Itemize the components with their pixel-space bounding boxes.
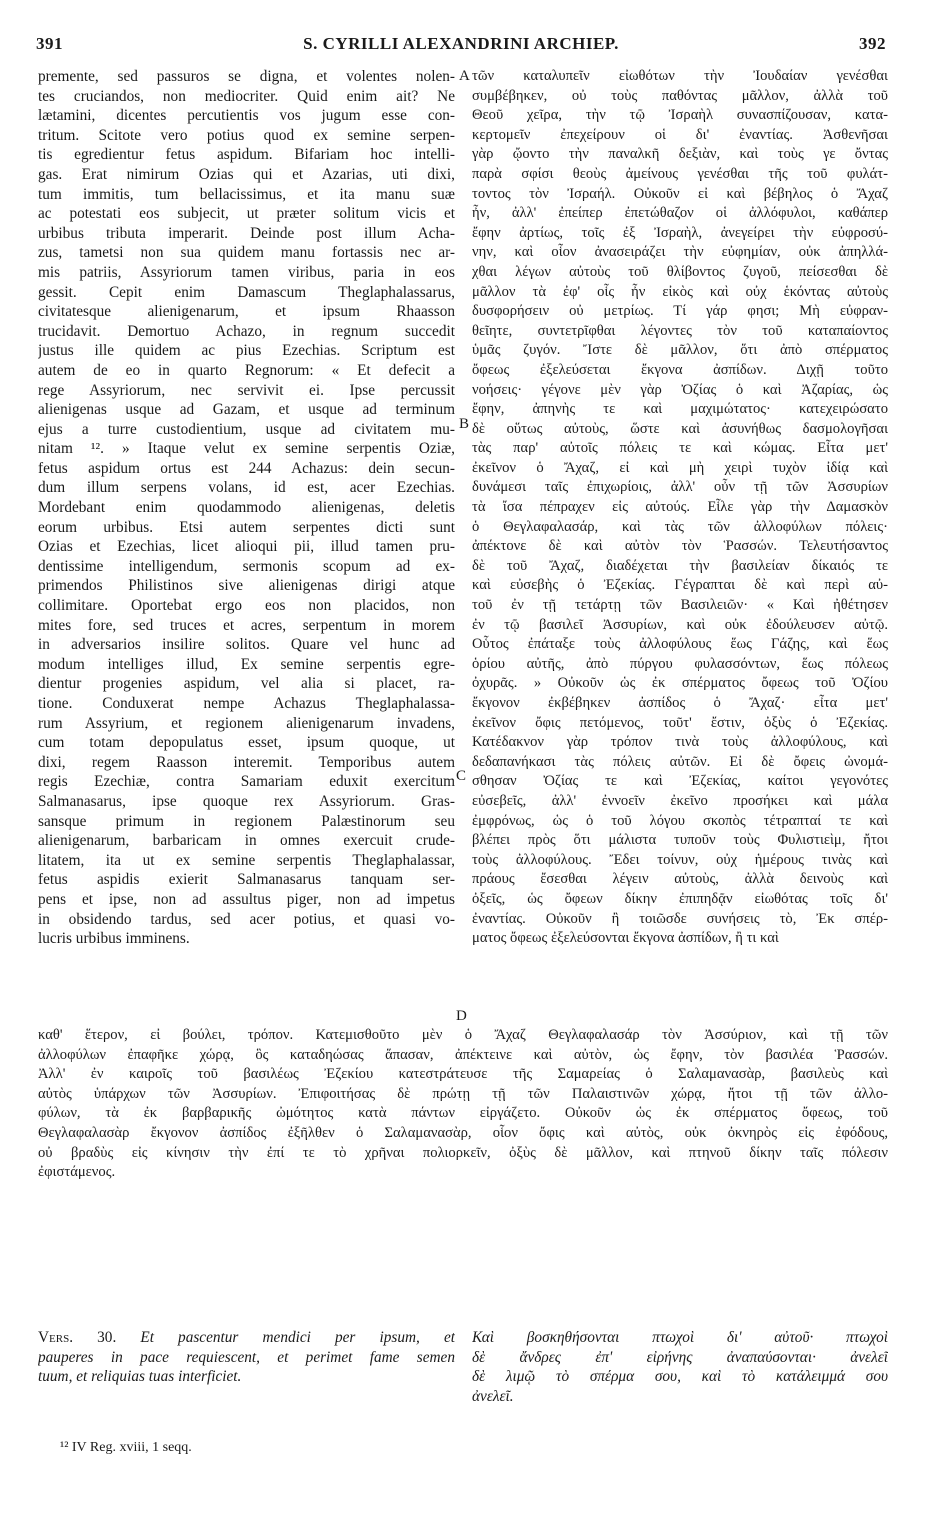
- running-title: S. CYRILLI ALEXANDRINI ARCHIEP.: [303, 34, 619, 53]
- latin-text-line: premente, sed passuros se digna, et volentes nolen-: [38, 68, 455, 85]
- greek-full-text-line: αὐτὸς ὑπάρχων τῶν Ἀσσυρίων. Ἐπιφοιτήσας δὲ πρώτῃ τῇ τῶν Παλαιστινῶν χώρᾳ, ἤτοι τῇ τῶν ἀλλο-: [38, 1085, 888, 1102]
- greek-text-line: καὶ εὐσεβὴς ὁ Ἐζεκίας. Γέγραπται δὲ καὶ περὶ αὐ-: [472, 577, 888, 594]
- greek-full-text-line: Θεγλαφαλασὰρ ἔκγονον ἀσπίδος ἐξῆλθεν ὁ Σαλαμανασὰρ, οἷον ὄφις καὶ αὐτὸς, οὐκ ὀκνηρὸς εἰς ἐφόδους,: [38, 1124, 888, 1141]
- latin-text-line: in adversarios insilire solitos. Quare vel hunc ad: [38, 636, 455, 654]
- greek-text-line: τοὺς ἀλλοφύλους. Ἔδει τοίνυν, οὐχ ἡμέρους τινὰς καὶ: [472, 851, 888, 868]
- verse-greek: [472, 1328, 888, 1406]
- greek-text-line: ὀχυρᾶς. » Οὐκοῦν ὡς ἐκ σπέρματος ὄφεως τοῦ Ὀζίου: [472, 675, 888, 692]
- latin-text-line: regis Ezechiæ, contra Samariam eduxit exercitum: [38, 773, 455, 791]
- greek-text-line: ἔφην, ἀπηνὴς τε καὶ μαχιμώτατος· κατεχειρώσατο: [472, 401, 888, 418]
- latin-text-line: Salmanasarus, ipse quoque rex Assyriorum. Gras-: [38, 792, 455, 810]
- greek-text-line: ἐκεῖνον ὁ Ἄχαζ, εἰ καὶ μὴ χειρὶ τυχὸν ἰδίᾳ καὶ: [472, 459, 888, 476]
- latin-text-line: cum totam depopulatus esset, ipsum quoque, ut: [38, 734, 455, 752]
- latin-text-line: ejus a turre custodientium, usque ad civitatem mu-: [38, 420, 455, 438]
- greek-text-line: νοήσεις· γέγονε μὲν γὰρ Ὀζίας ὁ καὶ Ἀζαρίας, ὡς: [472, 381, 888, 398]
- greek-text-line: ἐμφρόνως, ὡς ὁ τοῦ λόγου σκοπὸς τέτραπταί τε καὶ: [472, 812, 888, 829]
- latin-text-line: primendos Philistinos sive alienigenas dirigi atque: [38, 577, 455, 595]
- greek-column: [472, 67, 888, 949]
- verse-greek-line: ἀνελεῖ.: [472, 1387, 514, 1405]
- latin-text-line: civitatesque alienigenarum, et ipsum Rhaasson: [38, 303, 455, 321]
- greek-text-line: συμβέβηκεν, οὐ τοὺς παθόντας μᾶλλον, ἀλλὰ τοῦ: [472, 87, 888, 104]
- latin-text-line: dientur progenies aspidum, vel alia si placet, ra-: [38, 675, 455, 693]
- latin-text-line: mis patriis, Assyriorum tamen viribus, paria in eos: [38, 263, 455, 281]
- latin-text-line: Mordebant enim quodammodo alienigenas, deletis: [38, 499, 455, 517]
- latin-text-line: alienigenarum, barbaricam in omnes exercuit crude-: [38, 832, 455, 850]
- latin-text-line: lucris urbibus imminens.: [38, 930, 190, 948]
- greek-text-line: χθαι λέγων αὐτοὺς τοῦ θλίβοντος ζυγοῦ, πείσεσθαι δὲ: [472, 263, 888, 280]
- page-number-left: 391: [36, 34, 63, 53]
- latin-text-line: modum intelliges illud, Ex semine serpentis egre-: [38, 655, 455, 673]
- margin-marker-b: B: [459, 416, 470, 432]
- latin-text-line: collimitare. Oportebat ergo eos non placidos, non: [38, 597, 455, 615]
- verse-greek-line: δὲ ἄνδρες ἐπ' εἰρήνης ἀναπαύσονται· ἀνελεῖ: [472, 1348, 888, 1366]
- verse-latin-line: tuum, et reliquias tuas interficiet.: [38, 1368, 242, 1386]
- greek-text-line: Θεοῦ χεῖρα, τὴν τῷ Ἰσραὴλ συνασπίζουσαν, κατα-: [472, 107, 888, 124]
- latin-text-line: tione. Conduxerat nempe Achazus Theglaphalassa-: [38, 695, 455, 712]
- greek-text-line: δυνάμεσι ταῖς ἐπιχωρίοις, ἀλλ' οὖν τῇ τῶν Ἀσσυρίων: [472, 479, 888, 496]
- latin-text-line: eorum urbibus. Etsi autem serpentes dicti sunt: [38, 518, 455, 536]
- greek-text-line: νην, καὶ οἷον ἀνασειράζει τὴν εὐφημίαν, οὐκ ἀπηλλά-: [472, 244, 888, 261]
- greek-text-line: ὑμᾶς ζυγόν. Ἴστε δὲ μᾶλλον, ὅτι ἀπὸ σπέρματος: [472, 342, 888, 359]
- greek-text-line: τὰς παρ' αὐτοῖς πόλεις τε καὶ κώμας. Εἶτα μετ': [472, 440, 888, 457]
- latin-text-line: in obsidendo tardus, sed acer potius, et quasi vo-: [38, 910, 455, 928]
- greek-text-line: ἐν τῷ βασιλεῖ Ἀσσυρίων, καὶ οὐκ ἐδούλευσεν αὐτῷ.: [472, 616, 888, 633]
- latin-text-line: tum immitis, tum bellacissimus, et ita manu suæ: [38, 185, 455, 203]
- greek-text-line: πράους ἔσεσθαι λέγειν αὐτοὺς, ἀλλὰ δεινοὺς καὶ: [472, 871, 888, 888]
- footnote: ¹² IV Reg. xviii, 1 seqq.: [60, 1440, 192, 1455]
- latin-text-line: dum illum serpens volans, id est, acer Ezechias.: [38, 479, 455, 497]
- greek-text-line: ἔκγονον ἐκβέβηκεν ἀσπίδος ὁ Ἄχαζ· εἶτα μετ': [472, 695, 888, 711]
- latin-text-line: gas. Erat nimirum Ozias qui et Azarias, uti dixi,: [38, 165, 455, 183]
- margin-marker-c: C: [456, 768, 467, 784]
- page-number-right: 392: [859, 34, 886, 53]
- latin-text-line: Ozias et Ezechias, licet alioqui pii, illud tamen pru-: [38, 538, 455, 556]
- greek-text-line: μᾶλλον τὰ ἐφ' οἷς ἦν εἰκὸς καὶ οὐχ ἑκόντας αὐτοὺς: [472, 283, 888, 300]
- verse-greek-line: δὲ λιμῷ τὸ σπέρμα σου, καὶ τὸ κατάλειμμά σου: [472, 1368, 888, 1386]
- latin-text-line: tis egredientur fetus aspidum. Bifariam hoc intelli-: [38, 146, 455, 164]
- greek-text-line: δὲ τοῦ Ἄχαζ, διαδέχεται τὴν βασιλείαν δίκαιός τε: [472, 557, 888, 574]
- greek-text-line: ἐναντίας. Οὐκοῦν ἢ τοιῶσδε συνήσεις τὸ, Ἐκ σπέρ-: [472, 910, 888, 927]
- verse-label: Vers. 30.: [38, 1329, 117, 1346]
- greek-text-line: ματος ὄφεως ἐξελεύσονται ἔκγονα ἀσπίδων, ἢ τι καὶ: [472, 930, 779, 947]
- greek-text-line: ἦν, ἀλλ' ἐπείπερ ἐπετώθαζον οἱ ἀλλόφυλοι, καθάπερ: [472, 205, 888, 222]
- latin-text-line: lætamini, dicentes percutientis vos jugum esse con-: [38, 107, 455, 125]
- latin-text-line: dentissime intelligendum, sermonis scopum ad ex-: [38, 557, 455, 575]
- greek-text-line: θεῖητε, συντετρῖφθαι λέγοντες τὸν τοῦ καταπαίοντος: [472, 322, 888, 339]
- greek-text-line: ὀξεῖς, ὡς ὄφεων δίκην ἐπιπηδᾷν εἰωθότας τοῖς δι': [472, 890, 888, 907]
- greek-full-width-paragraph: [38, 1026, 888, 1183]
- greek-text-line: ὁ Θεγλαφαλασάρ, καὶ τὰς τῶν ἀλλοφύλων πόλεις·: [472, 518, 888, 535]
- greek-text-line: εὐσεβεῖς, ἀλλ' ἐννοεῖν ἐκεῖνο προσήκει καὶ μάλα: [472, 792, 888, 809]
- verse-latin: [38, 1328, 455, 1387]
- verse-latin-line: pauperes in pace requiescent, et perimet fame semen: [38, 1348, 455, 1366]
- greek-full-text-line: Ἀλλ' ἐν καιροῖς τοῦ βασιλέως Ἐζεκίου κατεστράτευσε τῆς Σαμαρείας ὁ Σαλαμανασὰρ, βασιλεὺς καὶ: [38, 1066, 888, 1083]
- latin-text-line: rum Assyrium, et regionem alienigenarum invadens,: [38, 714, 455, 732]
- latin-text-line: mites fore, sed truces et acres, serpentum in morem: [38, 616, 455, 634]
- greek-full-text-line: ἐφιστάμενος.: [38, 1164, 116, 1181]
- greek-text-line: τῶν καταλυπεῖν εἰωθότων τὴν Ἰουδαίαν γενέσθαι: [472, 68, 888, 84]
- latin-text-line: justus ille quidem ac pius Ezechias. Scriptum est: [38, 342, 455, 360]
- latin-text-line: sansque primum in regionem Palæstinorum seu: [38, 812, 455, 830]
- latin-text-line: gessit. Cepit enim Damascum Theglaphalassarus,: [38, 283, 455, 301]
- greek-text-line: δεδαπανήκασι τὰς πόλεις αὐτῶν. Εἰ δὲ ὄφεις ὠνομά-: [472, 753, 888, 770]
- latin-text-line: dixi, regem Raasson interemit. Temporibus autem: [38, 753, 455, 771]
- verse-greek-line: Καὶ βοσκηθήσονται πτωχοὶ δι' αὐτοῦ· πτωχοὶ: [472, 1329, 888, 1346]
- latin-text-line: fetus aspidis exierit Salmanasarus tanquam ser-: [38, 871, 455, 889]
- greek-text-line: ἐκεῖνον ὄφις πετόμενος, τοῦτ' ἔστιν, ὀξὺς ὁ Ἐζεκίας.: [472, 714, 888, 731]
- greek-text-line: Κατέδακνον γὰρ τρόπον τινὰ τοὺς ἀλλοφύλους, καὶ: [472, 734, 888, 751]
- greek-text-line: δὲ οὕτως αὐτοὺς, ὥστε καὶ ἀσυνήθως δασμολογῆσαι: [472, 420, 888, 437]
- latin-text-line: tes cruciandos, non mediocriter. Quid enim ait? Ne: [38, 87, 455, 105]
- margin-marker-a: A: [459, 68, 470, 84]
- verse-latin-text: Et pascentur mendici per ipsum, et: [116, 1329, 455, 1346]
- latin-text-line: trucidavit. Demortuo Achazo, in regnum succedit: [38, 322, 455, 340]
- greek-full-text-line: ἀλλοφύλων ἐπαφῆκε χώρᾳ, ὃς καταδηώσας ἅπασαν, ἀπέκτεινε καὶ αὐτὸν, ὡς ἔφην, τὸν βασιλέα Ῥασσών.: [38, 1046, 888, 1063]
- margin-marker-d: D: [456, 1008, 467, 1024]
- greek-text-line: βλέπει πρὸς ὅτι μάλιστα τυποῦν τοὺς Φυλιστιεὶμ, ἤτοι: [472, 832, 888, 849]
- greek-text-line: γὰρ ᾤοντο τὴν παναλκῆ δεξιὰν, καὶ τοὺς γε ὄντας: [472, 146, 888, 163]
- latin-column: [38, 67, 455, 949]
- greek-text-line: ἀπέκτονε δὲ καὶ αὐτὸν τὸν Ῥασσών. Τελευτήσαντος: [472, 538, 888, 555]
- greek-text-line: τοντος τὸν Ἰσραήλ. Οὐκοῦν εἰ καὶ βέβηλος ὁ Ἄχαζ: [472, 185, 888, 202]
- greek-text-line: ἔφην ἀρτίως, τοῖς ἐξ Ἰσραὴλ, ἀνεγείρει τὴν εὐφροσύ-: [472, 224, 888, 241]
- latin-text-line: zus, tametsi non sua quidem manu fortassis nec ar-: [38, 244, 455, 262]
- latin-text-line: pens et ipse, non ad assultus piger, non ad impetus: [38, 890, 455, 908]
- greek-text-line: κερτομεῖν ἐπεχείρουν οἱ δι' ἐναντίας. Ἀσθενῆσαι: [472, 126, 888, 143]
- greek-full-text-line: καθ' ἕτερον, εἰ βούλει, τρόπον. Κατεμισθοῦτο μὲν ὁ Ἄχαζ Θεγλαφαλασάρ τὸν Ἀσσύριον, καὶ τῇ τῶν: [38, 1027, 888, 1043]
- greek-text-line: ὄφεως ἐξελεύσεται ἔκγονα ἀσπίδων. Διχῇ τοῦτο: [472, 361, 888, 378]
- latin-text-line: fetus aspidum ortus est 244 Achazus: dein secun-: [38, 459, 455, 477]
- greek-text-line: ὁρίου αὐτῆς, ἀπὸ πύργου φυλασσόντων, ἕως πόλεως: [472, 655, 888, 672]
- greek-text-line: τὰ ἴσα πέπραχεν εἰς αὐτούς. Εἷλε γὰρ τὴν Δαμασκὸν: [472, 499, 888, 516]
- greek-full-text-line: φύλων, τὰ ἐκ βαρβαρικῆς ὠμότητος κατὰ πάντων εἰργάζετο. Οὐκοῦν ὡς ἐκ σπέρματος ὄφεως, τοῦ: [38, 1105, 888, 1122]
- latin-text-line: autem de eo in quarto Regnorum: « Et defecit a: [38, 361, 455, 379]
- latin-text-line: rege Assyriorum, nec servivit ei. Ipse percussit: [38, 381, 455, 399]
- latin-text-line: nitam ¹². » Itaque velut ex semine serpentis Oziæ,: [38, 440, 455, 458]
- greek-text-line: παρὰ σφίσι θεοὺς ἀμείνους γενέσθαι τῆς τοῦ φυλάτ-: [472, 165, 888, 182]
- verse-latin-line: [38, 1328, 455, 1348]
- greek-full-text-line: οὐ βραδὺς εἰς κίνησιν τὴν ἐπί τε τὸ χρῆναι πολιορκεῖν, ὀξὺς δὲ μᾶλλον, καὶ πτηνοῦ δίκην ταῖς πόλεσιν: [38, 1144, 888, 1161]
- latin-text-line: ac potestati eos subjecit, ut præter solitum vicis et: [38, 205, 455, 223]
- page-header: [36, 34, 886, 60]
- greek-text-line: σθησαν Ὀζίας τε καὶ Ἐζεκίας, καίτοι γεγονότες: [472, 773, 888, 790]
- latin-text-line: urbibus tributa imperarit. Deinde post illum Acha-: [38, 224, 455, 242]
- greek-text-line: Οὗτος ἐπάταξε τοὺς ἀλλοφύλους ἕως Γάζης, καὶ ἕως: [472, 636, 888, 653]
- greek-text-line: δυσφορήσειν οὐ μετρίως. Τί γάρ φησι; Μὴ εὐφραν-: [472, 303, 888, 320]
- greek-text-line: τοῦ ἐν τῇ τετάρτῃ τῶν Βασιλειῶν· « Καὶ ἠθέτησεν: [472, 597, 888, 614]
- latin-text-line: litatem, ita ut ex semine serpentis Theglaphalassar,: [38, 851, 455, 869]
- latin-text-line: tritum. Scitote vero potius quod ex semine serpen-: [38, 126, 455, 144]
- latin-text-line: alienigenas usque ad Gazam, et usque ad terminum: [38, 401, 455, 419]
